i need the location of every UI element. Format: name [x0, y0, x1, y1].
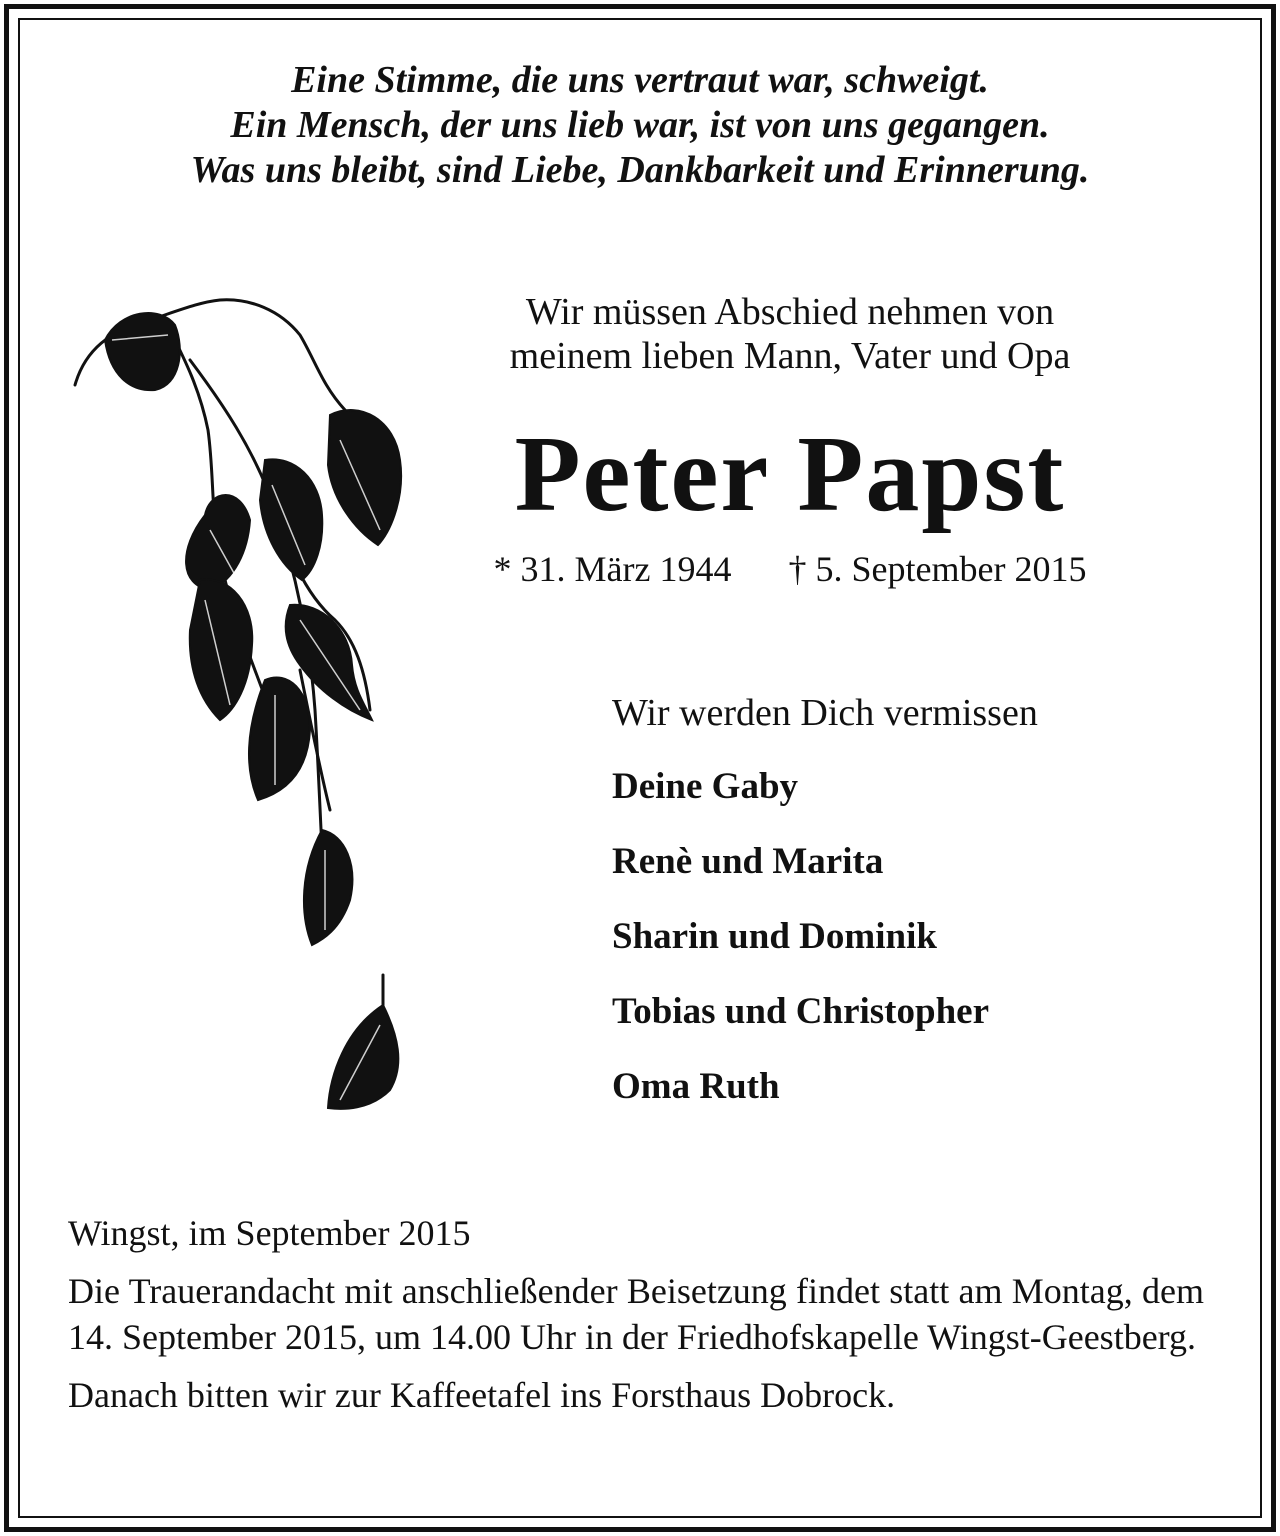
- mourner-name: Sharin und Dominik: [612, 916, 937, 957]
- mourners-lead: Wir werden Dich vermissen: [612, 692, 1038, 734]
- quote-line: Eine Stimme, die uns vertraut war, schweigt.: [291, 59, 989, 101]
- intro-line: Wir müssen Abschied nehmen von: [525, 291, 1055, 333]
- intro-line: meinem lieben Mann, Vater und Opa: [509, 335, 1071, 377]
- quote-line: Ein Mensch, der uns lieb war, ist von uns gegangen.: [230, 104, 1050, 146]
- deceased-name: Peter Papst: [514, 415, 1066, 534]
- quote-line: Was uns bleibt, sind Liebe, Dankbarkeit und Erinnerung.: [190, 149, 1090, 191]
- service-details: [68, 1210, 1204, 1418]
- mourner-name: Tobias und Christopher: [612, 991, 989, 1032]
- funeral-service-text: Die Trauerandacht mit anschließender Beisetzung findet statt am Montag, dem 14. September 2015, um 14.00 Uhr in der Friedhofskapelle Wingst-Geestberg.: [68, 1271, 1204, 1357]
- memorial-quote: [0, 58, 1280, 193]
- farewell-intro: [430, 290, 1150, 378]
- mourner-name: Renè und Marita: [612, 841, 884, 882]
- mourner-name: Oma Ruth: [612, 1066, 780, 1107]
- leaf-branch-icon: [60, 290, 420, 1120]
- life-dates: [430, 545, 1150, 593]
- reception-text: Danach bitten wir zur Kaffeetafel ins Forsthaus Dobrock.: [68, 1375, 896, 1415]
- mourners-list: [612, 688, 1232, 1137]
- death-date: † 5. September 2015: [788, 549, 1087, 589]
- place-and-date: Wingst, im September 2015: [68, 1213, 471, 1253]
- birth-date: * 31. März 1944: [493, 549, 732, 589]
- mourner-name: Deine Gaby: [612, 766, 799, 807]
